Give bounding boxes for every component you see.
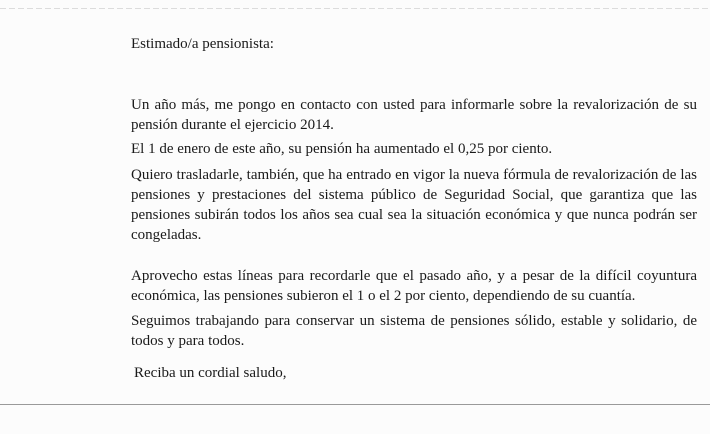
paragraph-revalorization: Un año más, me pongo en contacto con usted para informarle sobre la revalorización de su pensión durante el ejercicio 2014.	[131, 97, 697, 133]
paragraph-increase: El 1 de enero de este año, su pensión ha aumentado el 0,25 por ciento.	[131, 141, 553, 157]
paragraph-pension-system: Seguimos trabajando para conservar un sistema de pensiones sólido, estable y solidario, de todos y para todos.	[131, 313, 697, 349]
letter-closing: Reciba un cordial saludo,	[134, 365, 287, 381]
top-scan-line	[0, 8, 710, 9]
letter-body	[131, 34, 697, 383]
paragraph-last-year: Aprovecho estas líneas para recordarle que el pasado año, y a pesar de la difícil coyuntura económica, las pensiones subieron el 1 o el 2 por ciento, dependiendo de su cuantía.	[131, 268, 697, 304]
paragraph-new-formula: Quiero trasladarle, también, que ha entrado en vigor la nueva fórmula de revalorización de las pensiones y prestaciones del sistema público de Seguridad Social, que garantiza que las pensiones subirán todos los años sea cual sea la situación económica y que nunca podrán ser congeladas.	[131, 167, 697, 243]
page-bottom-edge	[0, 404, 710, 405]
letter-greeting: Estimado/a pensionista:	[131, 36, 274, 52]
